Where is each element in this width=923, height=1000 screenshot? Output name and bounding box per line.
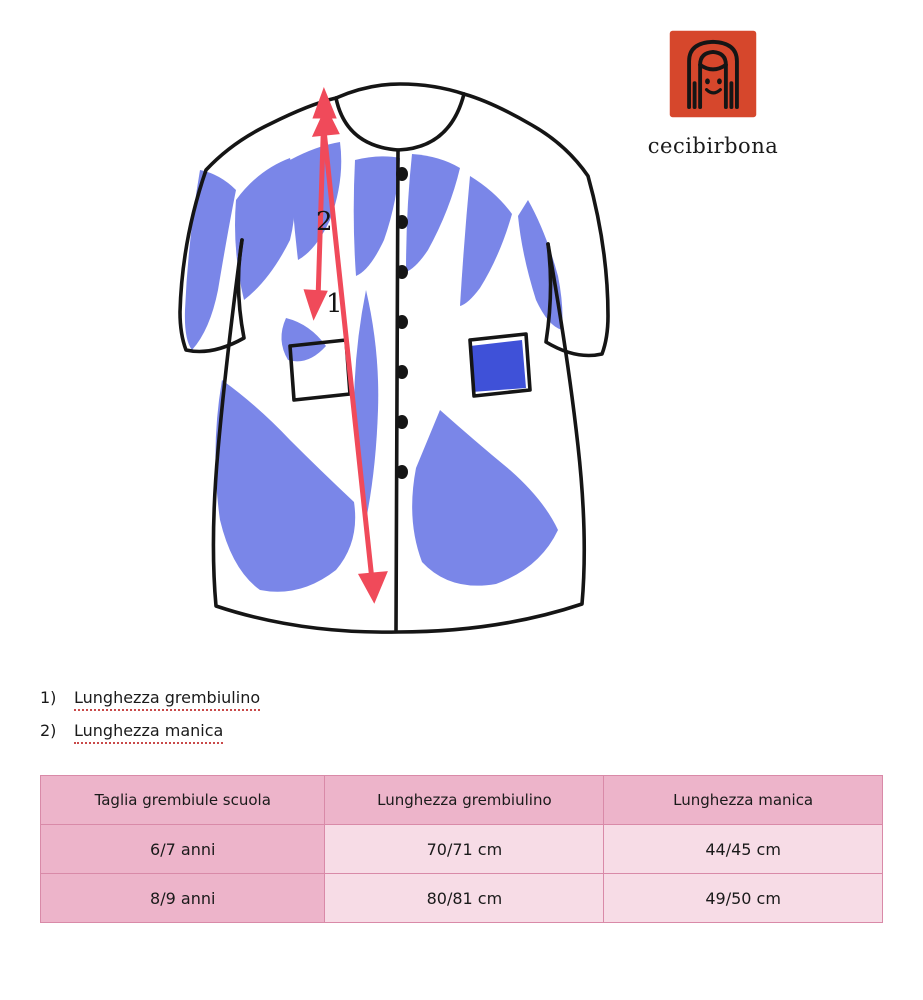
legend-item-2 <box>40 721 560 744</box>
table-header-length: Lunghezza grembiulino <box>325 776 604 825</box>
row-0-sleeve: 44/45 cm <box>604 825 883 874</box>
table-header-sleeve: Lunghezza manica <box>604 776 883 825</box>
legend-item-1-label: Lunghezza grembiulino <box>74 688 260 711</box>
table-header-size: Taglia grembiule scuola <box>41 776 325 825</box>
table-row <box>41 825 883 874</box>
row-1-size: 8/9 anni <box>41 874 325 923</box>
garment-pocket-accent <box>470 340 526 392</box>
row-1-length: 80/81 cm <box>325 874 604 923</box>
marker-1-label: 1 <box>326 289 343 319</box>
marker-2-label: 2 <box>316 207 333 237</box>
size-table <box>40 775 883 923</box>
legend-item-1 <box>40 688 560 711</box>
legend-item-2-label: Lunghezza manica <box>74 721 223 744</box>
legend-item-2-number: 2) <box>40 721 57 740</box>
row-0-length: 70/71 cm <box>325 825 604 874</box>
girl-face-logo-icon <box>667 28 759 120</box>
school-smock-drawing <box>140 50 660 650</box>
brand-name: cecibirbona <box>647 134 779 158</box>
row-1-sleeve: 49/50 cm <box>604 874 883 923</box>
legend <box>40 688 560 754</box>
table-row <box>41 874 883 923</box>
legend-item-1-number: 1) <box>40 688 57 707</box>
row-0-size: 6/7 anni <box>41 825 325 874</box>
table-header-row <box>41 776 883 825</box>
